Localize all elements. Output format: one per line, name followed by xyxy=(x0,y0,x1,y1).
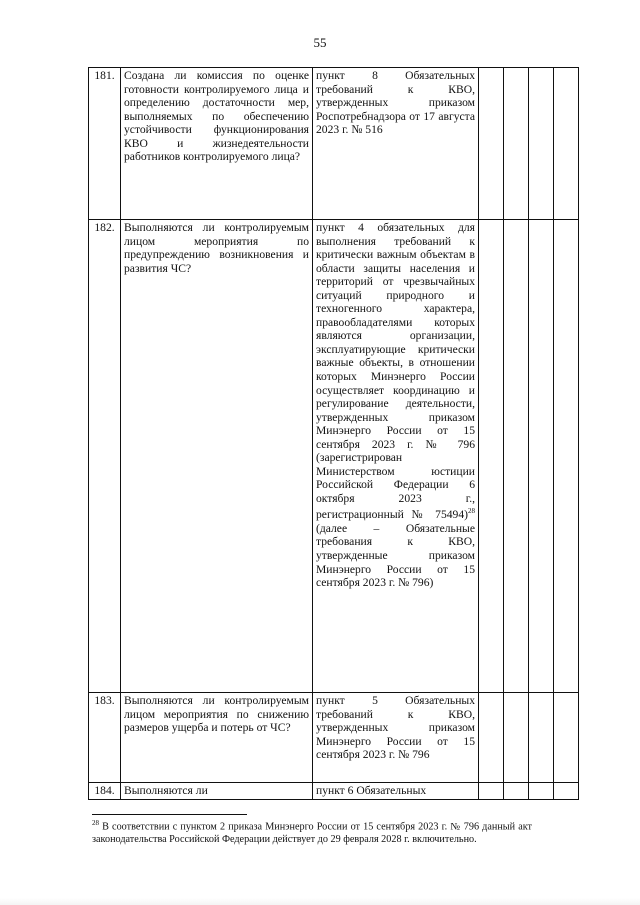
footnote-text: В соответствии с пунктом 2 приказа Минэнерго России от 15 сентября 2023 г. № 796 данный акт законодательства Российской Федерации действует до 29 февраля 2028 г. включительно. xyxy=(92,821,532,845)
answer-na-cell xyxy=(529,220,554,693)
row-number: 182. xyxy=(89,220,121,693)
requirement-question: Выполняются ли xyxy=(121,783,313,800)
row-number: 183. xyxy=(89,693,121,783)
row-number: 181. xyxy=(89,68,121,220)
answer-no-cell xyxy=(504,220,529,693)
footnote xyxy=(92,817,532,846)
footnote-separator xyxy=(92,814,247,815)
remarks-cell xyxy=(554,783,579,800)
table-row xyxy=(89,220,579,693)
footnote-mark: 28 xyxy=(468,507,475,516)
legal-reference: пункт 5 Обязательных требований к КВО, утвержденных приказом Минэнерго России от 15 сентября 2023 г. № 796 xyxy=(313,693,479,783)
legal-reference-main: пункт 4 обязательных для выполнения требований к критически важным объектам в области защиты населения и территорий от чрезвычайных ситуаций природного и техногенного характера, правообладателями которых являются организации, эксплуатирующие критически важные объекты, в отношении которых Минэнерго России осуществляет координацию и регулирование деятельности, утвержденных приказом Минэнерго России от 15 сентября 2023 г. № 796 (зарегистрирован Министерством юстиции Российской Федерации 6 октября 2023 г., регистрационный № 75494) xyxy=(316,221,475,522)
answer-na-cell xyxy=(529,68,554,220)
table-row xyxy=(89,68,579,220)
answer-yes-cell xyxy=(479,68,504,220)
legal-reference: пункт 8 Обязательных требований к КВО, утвержденных приказом Роспотребнадзора от 17 августа 2023 г. № 516 xyxy=(313,68,479,220)
remarks-cell xyxy=(554,68,579,220)
scan-edge xyxy=(0,898,640,905)
requirement-question: Создана ли комиссия по оценке готовности контролируемого лица и определению достаточности мер, выполняемых по обеспечению устойчивости функционирования КВО и жизнедеятельности работников контролируемого лица? xyxy=(121,68,313,220)
answer-yes-cell xyxy=(479,220,504,693)
legal-reference xyxy=(313,220,479,693)
answer-no-cell xyxy=(504,693,529,783)
legal-reference: пункт 6 Обязательных xyxy=(313,783,479,800)
remarks-cell xyxy=(554,693,579,783)
checklist-table xyxy=(88,67,579,800)
answer-yes-cell xyxy=(479,693,504,783)
answer-no-cell xyxy=(504,68,529,220)
table-row xyxy=(89,693,579,783)
requirement-question: Выполняются ли контролируемым лицом мероприятия по предупреждению возникновения и развития ЧС? xyxy=(121,220,313,693)
remarks-cell xyxy=(554,220,579,693)
row-number: 184. xyxy=(89,783,121,800)
answer-yes-cell xyxy=(479,783,504,800)
requirement-question: Выполняются ли контролируемым лицом мероприятия по снижению размеров ущерба и потерь от ЧС? xyxy=(121,693,313,783)
page-number: 55 xyxy=(313,35,327,50)
answer-na-cell xyxy=(529,783,554,800)
legal-reference-tail: (далее – Обязательные требования к КВО, утвержденные приказом Минэнерго России от 15 сентября 2023 г. № 796) xyxy=(316,521,475,590)
footnote-number: 28 xyxy=(92,819,99,827)
table-row xyxy=(89,783,579,800)
answer-na-cell xyxy=(529,693,554,783)
answer-no-cell xyxy=(504,783,529,800)
